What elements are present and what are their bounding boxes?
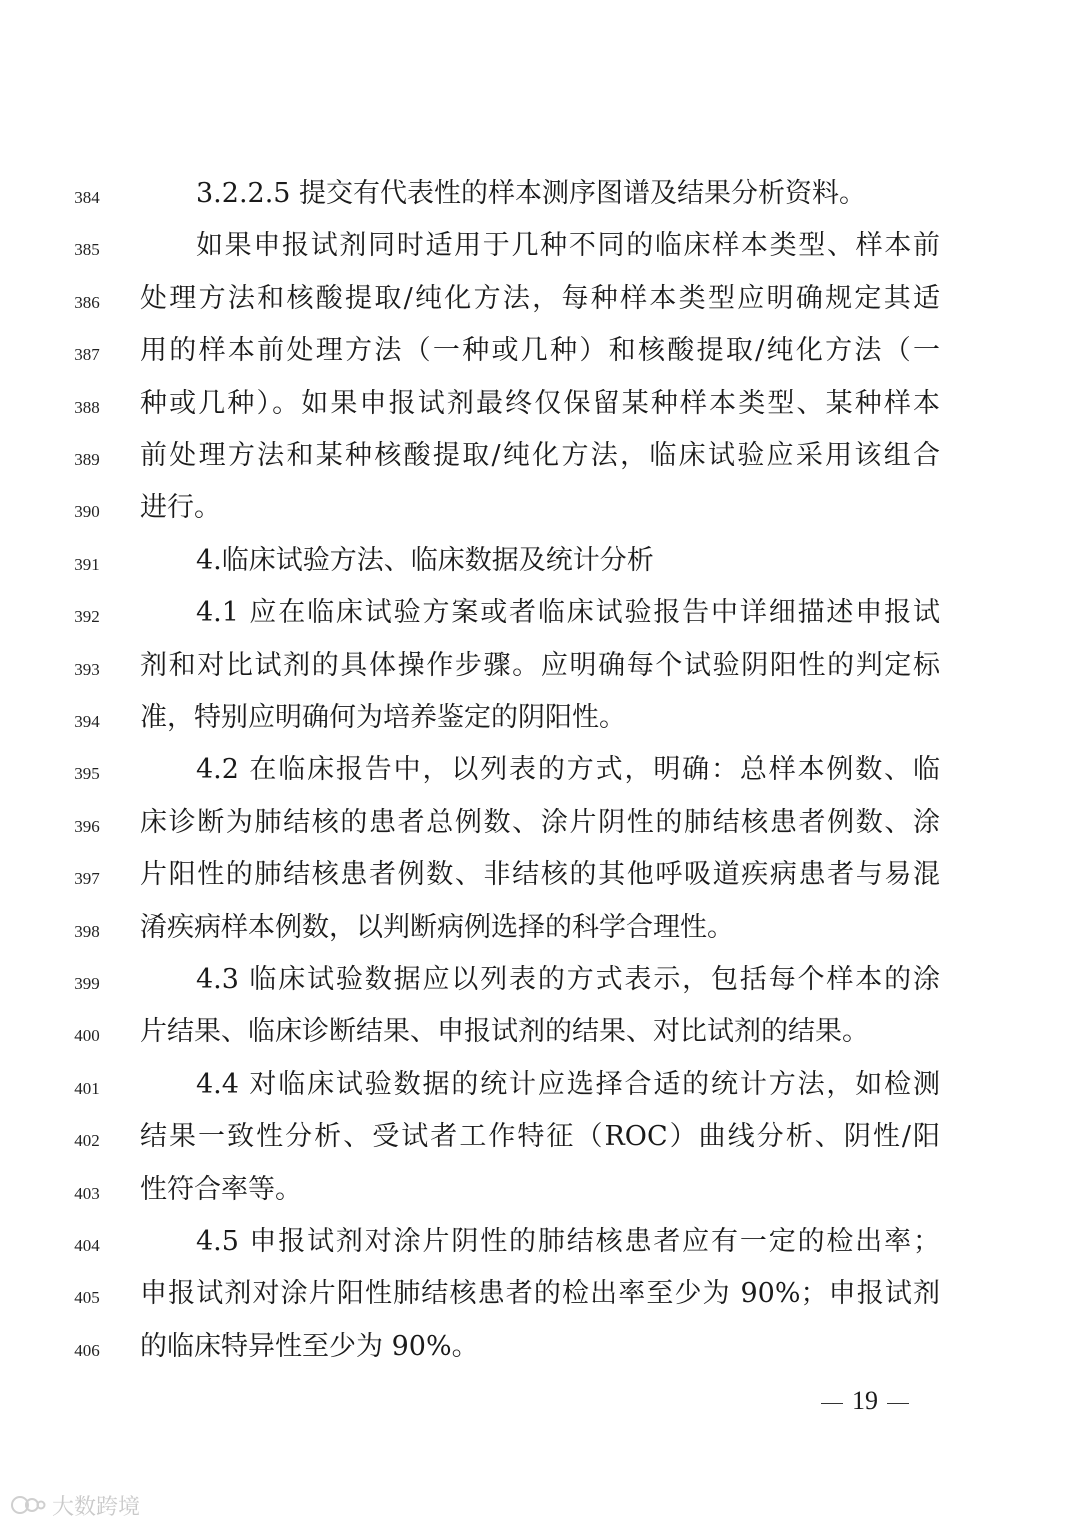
line-text: 4.2 在临床报告中，以列表的方式，明确：总样本例数、临 (196, 754, 940, 786)
line-number: 399 (74, 974, 100, 993)
text-line (0, 803, 1080, 855)
line-number: 389 (74, 450, 100, 469)
line-text: 进行。 (140, 492, 221, 524)
line-text: 4.1 应在临床试验方案或者临床试验报告中详细描述申报试 (196, 597, 940, 629)
watermark-text: 大数跨境 (52, 1494, 141, 1520)
text-line (0, 436, 1080, 488)
line-number: 387 (74, 345, 100, 365)
line-text: 剂和对比试剂的具体操作步骤。应明确每个试验阴阳性的判定标 (140, 649, 940, 681)
line-number: 405 (74, 1288, 100, 1308)
text-line (0, 1117, 1080, 1169)
text-line (0, 1012, 1080, 1064)
text-line (0, 750, 1080, 802)
text-line (0, 855, 1080, 907)
text-line (0, 384, 1080, 436)
line-text: 3.2.2.5 提交有代表性的样本测序图谱及结果分析资料。 (196, 178, 867, 209)
text-line (0, 226, 1080, 278)
line-text: 准，特别应明确何为培养鉴定的阴阳性。 (140, 702, 626, 733)
text-line (0, 541, 1080, 593)
line-number: 402 (74, 1131, 100, 1151)
line-text: 结果一致性分析、受试者工作特征（ROC）曲线分析、阴性/阳 (140, 1121, 940, 1153)
line-text: 4.4 对临床试验数据的统计应选择合适的统计方法，如检测 (196, 1068, 940, 1100)
line-number: 401 (74, 1078, 100, 1098)
text-line (0, 1327, 1080, 1379)
line-number: 385 (74, 240, 100, 260)
line-number: 406 (74, 1340, 100, 1360)
line-text: 的临床特异性至少为 90%。 (140, 1330, 479, 1362)
line-number: 390 (74, 502, 100, 522)
text-line (0, 1222, 1080, 1274)
line-text: 淆疾病样本例数，以判断病例选择的科学合理性。 (140, 911, 734, 943)
page-footer (810, 1386, 920, 1416)
line-number: 397 (74, 869, 100, 889)
line-number: 391 (74, 554, 100, 574)
line-number: 392 (74, 607, 100, 627)
line-text: 4.临床试验方法、临床数据及统计分析 (196, 544, 654, 576)
page-number: 19 (852, 1386, 878, 1415)
line-number: 395 (74, 764, 100, 784)
text-line (0, 279, 1080, 331)
footer-dash-left (821, 1403, 843, 1404)
line-text: 性符合率等。 (140, 1173, 302, 1205)
text-line (0, 593, 1080, 645)
text-line (0, 331, 1080, 383)
line-number: 388 (74, 397, 100, 417)
line-number: 393 (74, 659, 100, 679)
line-number: 384 (74, 188, 100, 207)
text-line (0, 1170, 1080, 1222)
text-line (0, 908, 1080, 960)
line-text: 用的样本前处理方法（一种或几种）和核酸提取/纯化方法（一 (140, 335, 940, 367)
watermark-logo-icon (10, 1493, 46, 1517)
text-line (0, 1274, 1080, 1326)
line-text: 床诊断为肺结核的患者总例数、涂片阴性的肺结核患者例数、涂 (140, 806, 940, 838)
line-text: 申报试剂对涂片阳性肺结核患者的检出率至少为 90%；申报试剂 (140, 1278, 940, 1310)
text-line (0, 960, 1080, 1012)
footer-dash-right (887, 1403, 909, 1404)
line-number: 386 (74, 292, 100, 312)
line-text: 种或几种）。如果申报试剂最终仅保留某种样本类型、某种样本 (140, 387, 940, 419)
line-text: 4.5 申报试剂对涂片阴性的肺结核患者应有一定的检出率； (196, 1226, 940, 1257)
line-text: 如果申报试剂同时适用于几种不同的临床样本类型、样本前 (196, 230, 940, 262)
line-text: 前处理方法和某种核酸提取/纯化方法，临床试验应采用该组合 (140, 440, 940, 471)
line-text: 4.3 临床试验数据应以列表的方式表示，包括每个样本的涂 (196, 964, 940, 995)
text-line (0, 488, 1080, 540)
line-text: 片结果、临床诊断结果、申报试剂的结果、对比试剂的结果。 (140, 1016, 869, 1048)
text-line (0, 698, 1080, 750)
line-number: 394 (74, 712, 100, 731)
line-number: 400 (74, 1026, 100, 1046)
line-text: 片阳性的肺结核患者例数、非结核的其他呼吸道疾病患者与易混 (140, 859, 940, 891)
text-line (0, 1065, 1080, 1117)
text-line (0, 174, 1080, 226)
line-number: 396 (74, 816, 100, 836)
text-line (0, 646, 1080, 698)
line-number: 403 (74, 1183, 100, 1203)
watermark (10, 1490, 140, 1520)
line-number: 398 (74, 921, 100, 941)
line-number: 404 (74, 1236, 100, 1255)
line-text: 处理方法和核酸提取/纯化方法，每种样本类型应明确规定其适 (140, 282, 940, 314)
